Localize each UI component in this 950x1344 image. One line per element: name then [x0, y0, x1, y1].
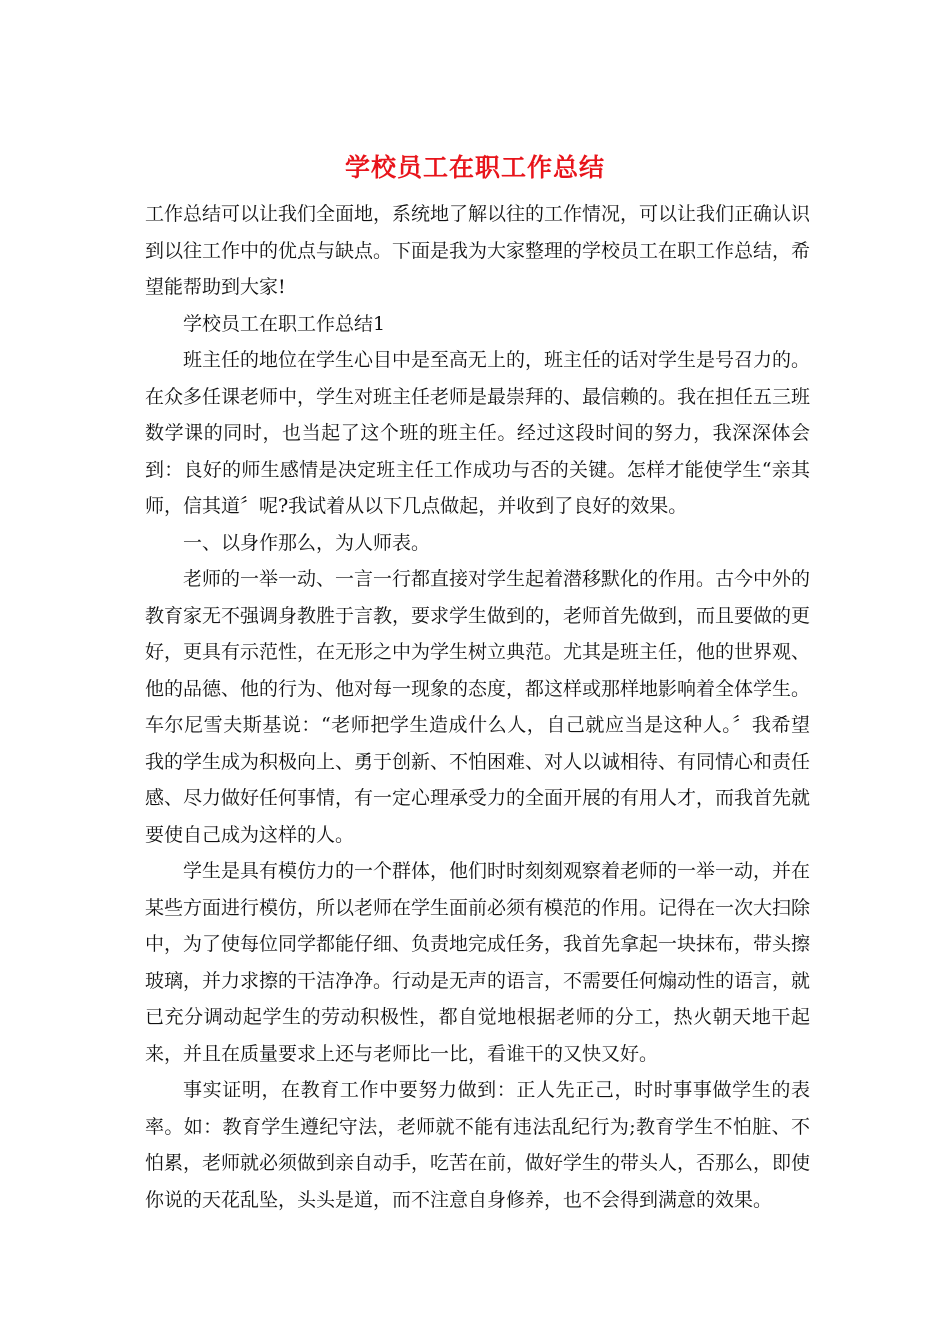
body-paragraph: 老师的一举一动、一言一行都直接对学生起着潜移默化的作用。古今中外的教育家无不强调身教胜于言教，要求学生做到的，老师首先做到，而且要做的更好，更具有示范性，在无形之中为学生树立典范。尤其是班主任，他的世界观、他的品德、他的行为、他对每一现象的态度，都这样或那样地影响着全体学生。车尔尼雪夫斯基说：“老师把学生造成什么人，自己就应当是这种人。〞我希望我的学生成为积极向上、勇于创新、不怕困难、对人以诚相待、有同情心和责任感、尽力做好任何事情，有一定心理承受力的全面开展的有用人才，而我首先就要使自己成为这样的人。 — [145, 568, 811, 846]
document-body — [145, 196, 810, 1218]
subsection-heading: 一、以身作那么，为人师表。 — [183, 531, 431, 554]
intro-paragraph: 工作总结可以让我们全面地，系统地了解以往的工作情况，可以让我们正确认识到以往工作中的优点与缺点。下面是我为大家整理的学校员工在职工作总结，希望能帮助到大家! — [145, 203, 811, 298]
document-title: 学校员工在职工作总结 — [344, 153, 605, 182]
section-heading: 学校员工在职工作总结1 — [183, 312, 386, 335]
body-paragraph: 学生是具有模仿力的一个群体，他们时时刻刻观察着老师的一举一动，并在某些方面进行模仿，所以老师在学生面前必须有模范的作用。记得在一次大扫除中，为了使每位同学都能仔细、负责地完成任务，我首先拿起一块抹布，带头擦玻璃，并力求擦的干洁净净。行动是无声的语言，不需要任何煽动性的语言，就已充分调动起学生的劳动积极性，都自觉地根据老师的分工，热火朝天地干起来，并且在质量要求上还与老师比一比，看谁干的又快又好。 — [145, 860, 811, 1065]
body-paragraph: 事实证明，在教育工作中要努力做到：正人先正己，时时事事做学生的表率。如：教育学生遵纪守法，老师就不能有违法乱纪行为;教育学生不怕脏、不怕累，老师就必须做到亲自动手，吃苦在前，做好学生的带头人，否那么，即使你说的天花乱坠，头头是道，而不注意自身修养，也不会得到满意的效果。 — [145, 1079, 811, 1211]
body-paragraph: 班主任的地位在学生心目中是至高无上的，班主任的话对学生是号召力的。在众多任课老师中，学生对班主任老师是最崇拜的、最信赖的。我在担任五三班数学课的同时，也当起了这个班的班主任。经过这段时间的努力，我深深体会到：良好的师生感情是决定班主任工作成功与否的关键。怎样才能使学生“亲其师，信其道〞呢?我试着从以下几点做起，并收到了良好的效果。 — [145, 349, 811, 517]
